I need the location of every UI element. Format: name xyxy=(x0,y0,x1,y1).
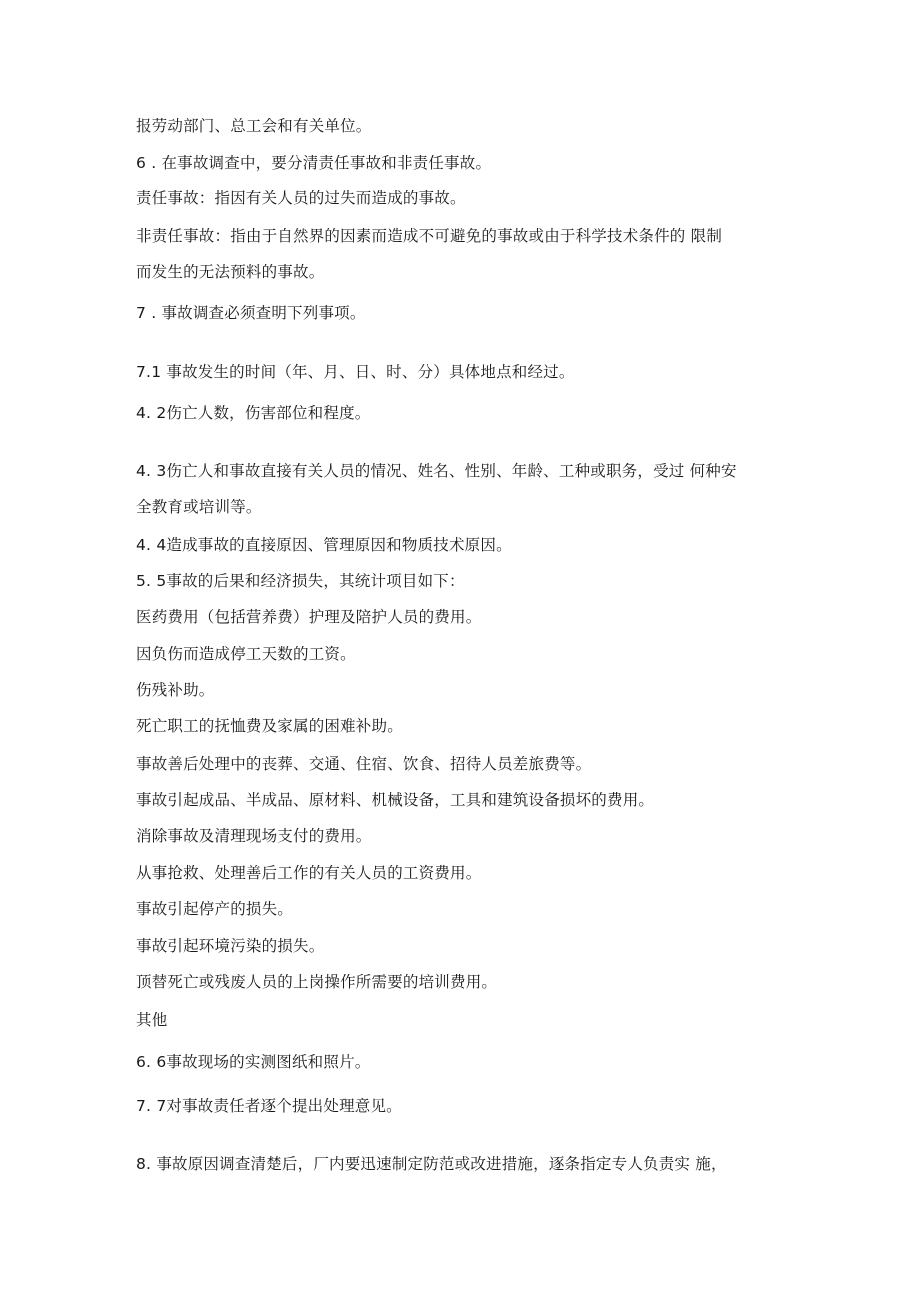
paragraph-line: 报劳动部门、总工会和有关单位。 xyxy=(136,117,372,135)
paragraph-line: 消除事故及清理现场支付的费用。 xyxy=(136,827,372,845)
paragraph-line: 事故引起环境污染的损失。 xyxy=(136,937,325,955)
paragraph-line: 事故引起成品、半成品、原材料、机械设备，工具和建筑设备损坏的费用。 xyxy=(136,791,655,809)
paragraph-line: 8. 事故原因调查清楚后，厂内要迅速制定防范或改进措施，逐条指定专人负责实 施， xyxy=(136,1155,727,1173)
paragraph-line: 责任事故：指因有关人员的过失而造成的事故。 xyxy=(136,189,466,207)
paragraph-line: 4. 2伤亡人数，伤害部位和程度。 xyxy=(136,404,371,422)
paragraph-line: 顶替死亡或残废人员的上岗操作所需要的培训费用。 xyxy=(136,973,498,991)
paragraph-line: 7. 7对事故责任者逐个提出处理意见。 xyxy=(136,1097,402,1115)
paragraph-line: 医药费用（包括营养费）护理及陪护人员的费用。 xyxy=(136,608,482,626)
paragraph-line: 4. 3伤亡人和事故直接有关人员的情况、姓名、性别、年龄、工种或职务，受过 何种安 xyxy=(136,462,737,480)
paragraph-line: 非责任事故：指由于自然界的因素而造成不可避免的事故或由于科学技术条件的 限制 xyxy=(136,227,723,245)
paragraph-line: 因负伤而造成停工天数的工资。 xyxy=(136,645,356,663)
paragraph-line: 7 . 事故调查必须查明下列事项。 xyxy=(136,304,366,322)
paragraph-line: 5. 5事故的后果和经济损失，其统计项目如下： xyxy=(136,572,465,590)
paragraph-line: 6. 6事故现场的实测图纸和照片。 xyxy=(136,1053,371,1071)
paragraph-line: 伤残补助。 xyxy=(136,681,215,699)
paragraph-line: 事故善后处理中的丧葬、交通、住宿、饮食、招待人员差旅费等。 xyxy=(136,755,592,773)
paragraph-line: 7.1 事故发生的时间（年、月、日、时、分）具体地点和经过。 xyxy=(136,363,575,381)
paragraph-line: 4. 4造成事故的直接原因、管理原因和物质技术原因。 xyxy=(136,536,512,554)
paragraph-line: 6 . 在事故调查中，要分清责任事故和非责任事故。 xyxy=(136,154,492,172)
paragraph-line: 死亡职工的抚恤费及家属的困难补助。 xyxy=(136,717,403,735)
paragraph-line: 事故引起停产的损失。 xyxy=(136,900,294,918)
paragraph-line: 从事抢救、处理善后工作的有关人员的工资费用。 xyxy=(136,864,482,882)
paragraph-line: 全教育或培训等。 xyxy=(136,498,262,516)
paragraph-line: 其他 xyxy=(136,1011,168,1029)
paragraph-line: 而发生的无法预料的事故。 xyxy=(136,263,325,281)
